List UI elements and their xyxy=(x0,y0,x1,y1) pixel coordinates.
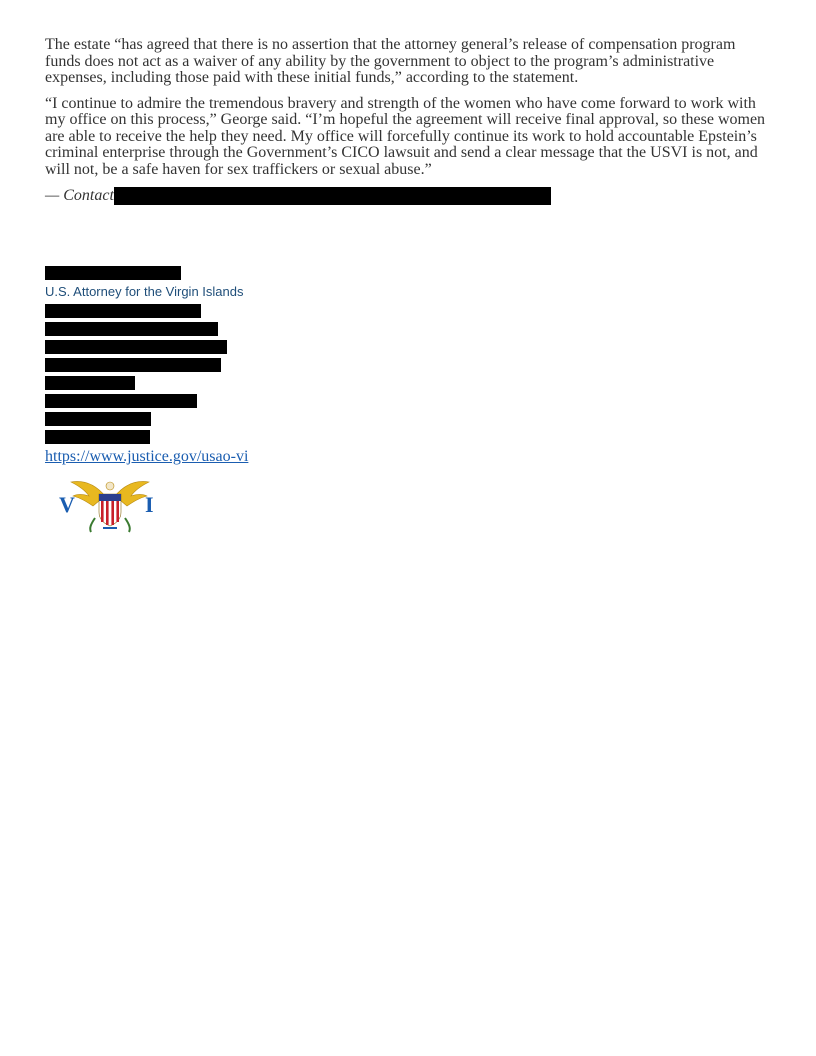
redaction-line-8 xyxy=(45,430,150,444)
seal-letter-i: I xyxy=(145,492,154,517)
paragraph-estate-statement: The estate “has agreed that there is no assertion that the attorney general’s release of compensation program funds does not act as a waiver of any ability by the government to object to the program’s administrative expenses, including those paid with these initial funds,” according to the statement. xyxy=(45,36,736,86)
redaction-line-2 xyxy=(45,322,218,336)
redaction-line-6 xyxy=(45,394,197,408)
virgin-islands-seal-icon xyxy=(55,472,165,538)
redaction-line-3 xyxy=(45,340,227,354)
redaction-line-7 xyxy=(45,412,151,426)
redaction-contact xyxy=(114,187,551,205)
signature-block xyxy=(45,266,445,466)
redaction-signature-name xyxy=(45,266,181,280)
usao-website-link[interactable]: https://www.justice.gov/usao-vi xyxy=(45,448,249,465)
redaction-line-1 xyxy=(45,304,201,318)
signature-title: U.S. Attorney for the Virgin Islands xyxy=(45,284,244,299)
document-body xyxy=(45,37,771,207)
seal-letter-v: V xyxy=(59,492,75,517)
contact-label: — Contact xyxy=(45,187,114,204)
redaction-line-4 xyxy=(45,358,221,372)
redaction-line-5 xyxy=(45,376,135,390)
paragraph-george-quote: “I continue to admire the tremendous bravery and strength of the women who have come forward to work with my office on this process,” George said. “I’m hopeful the agreement will receive final approval, so these women are able to receive the help they need. My office will forcefully continue its work to hold accountable Epstein’s criminal enterprise through the Government’s CICO lawsuit and send a clear message that the USVI is not, and will not, be a safe haven for sex traffickers or sexual abuse.” xyxy=(45,94,766,178)
contact-line xyxy=(45,187,771,207)
